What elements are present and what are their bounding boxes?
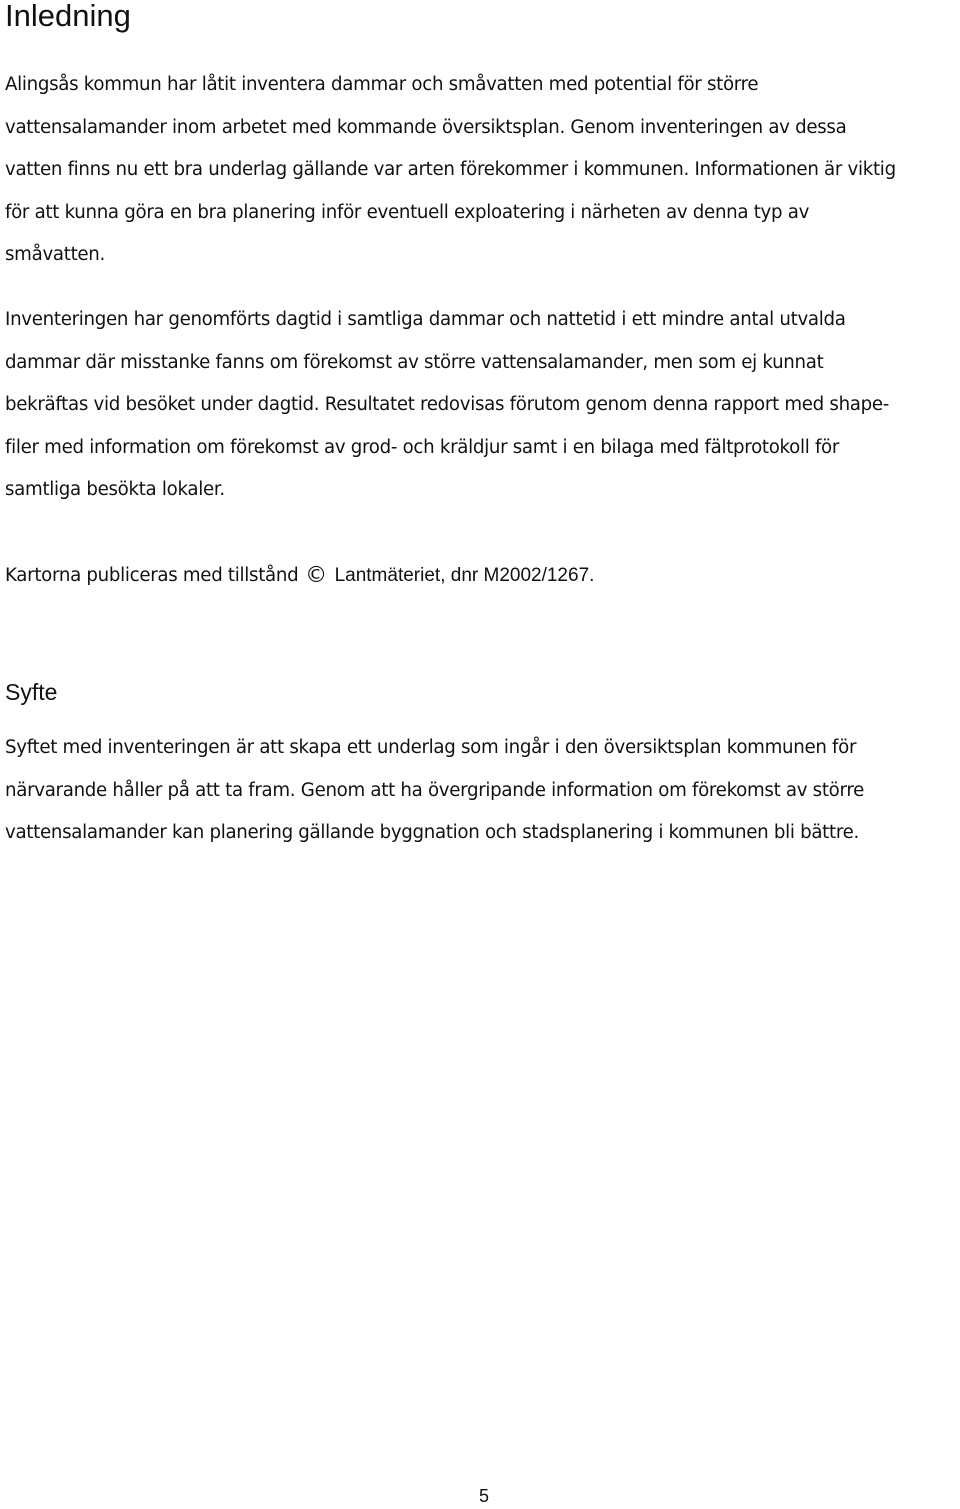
map-credit-line — [5, 557, 594, 594]
credit-text: Kartorna publiceras med tillstånd — [5, 565, 299, 587]
paragraph-line: vattensalamander kan planering gällande byggnation och stadsplanering i kommunen bli bättre. — [5, 822, 859, 844]
paragraph-line: närvarande håller på att ta fram. Genom att ha övergripande information om förekomst av större — [5, 779, 865, 801]
copyright-icon: © — [305, 563, 327, 589]
paragraph-line: Inventeringen har genomförts dagtid i samtliga dammar och nattetid i ett mindre antal utvalda — [5, 309, 846, 330]
paragraph-line: småvatten. — [5, 244, 106, 266]
paragraph-line: samtliga besökta lokaler. — [5, 479, 225, 501]
paragraph-line: filer med information om förekomst av grod- och kräldjur samt i en bilaga med fältprotokoll för — [5, 436, 840, 458]
paragraph-line: för att kunna göra en bra planering inför eventuell exploatering i närheten av denna typ av — [5, 201, 810, 223]
paragraph-line: dammar där misstanke fanns om förekomst av större vattensalamander, men som ej kunnat — [5, 351, 824, 373]
paragraph-line: Syftet med inventeringen är att skapa ett underlag som ingår i den översiktsplan kommunen för — [5, 737, 857, 758]
page-number: 5 — [478, 1486, 489, 1506]
credit-source: Lantmäteriet, dnr M2002/1267. — [334, 565, 595, 587]
section-heading-inledning: Inledning — [5, 0, 131, 33]
paragraph-line: vatten finns nu ett bra underlag gällande var arten förekommer i kommunen. Informationen är viktig — [5, 159, 896, 181]
purpose-paragraph — [5, 727, 957, 855]
paragraph-line: vattensalamander inom arbetet med kommande översiktsplan. Genom inventeringen av dessa — [5, 116, 847, 138]
section-heading-syfte: Syfte — [5, 679, 58, 705]
paragraph-line: bekräftas vid besöket under dagtid. Resultatet redovisas förutom genom denna rapport med shape- — [5, 394, 890, 416]
paragraph-line: Alingsås kommun har låtit inventera dammar och småvatten med potential för större — [5, 74, 759, 95]
intro-paragraph-1 — [5, 64, 957, 277]
intro-paragraph-2 — [5, 299, 957, 512]
